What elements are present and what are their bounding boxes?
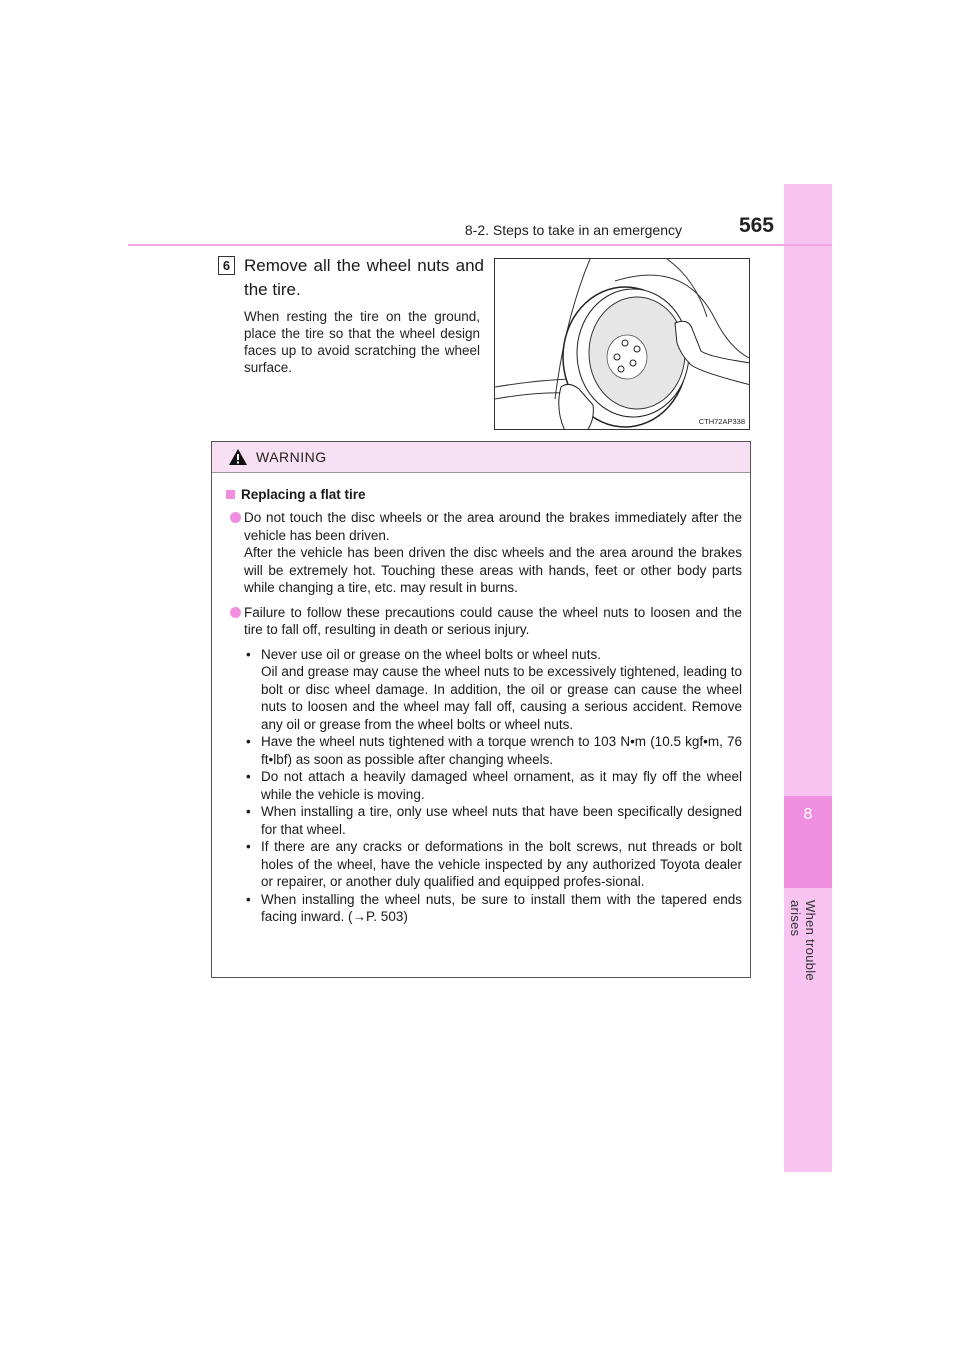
list-item-text: Have the wheel nuts tightened with a torque wrench to 103 N•m (10.5 kgf•m, 76 ft•lbf) as soon as possible after changing wheels. (261, 734, 742, 767)
warning-header (212, 442, 750, 473)
tire-drawing (495, 259, 750, 430)
list-item-text: Oil and grease may cause the wheel nuts to be excessively tightened, leading to bolt or disc wheel damage. In addition, the oil or grease can cause the wheel nuts to loosen and the wheel may fall off, causing a serious accident. Remove any oil or grease from the wheel bolts or wheel nuts. (261, 664, 742, 732)
dot-marker: • (246, 646, 251, 662)
bullet-text: After the vehicle has been driven the disc wheels and the area around the brakes will be extremely hot. Touching these areas with hands, feet or other body parts while changing a tire, etc. may result in burns. (244, 545, 742, 595)
figure-code: CTH72AP338 (698, 417, 745, 426)
step-number: 6 (218, 256, 235, 275)
warning-triangle-icon (228, 448, 248, 466)
page-number: 565 (738, 214, 774, 237)
warning-body (212, 473, 750, 926)
precaution-list (226, 646, 742, 926)
dot-marker: • (246, 769, 251, 784)
dot-marker: • (246, 734, 251, 749)
list-item-text: When installing a tire, only use wheel nuts that have been specifically designed for that wheel. (261, 804, 742, 837)
square-bullet-icon (226, 490, 235, 499)
list-item (244, 891, 742, 926)
circle-bullet-icon (230, 512, 241, 523)
chapter-number: 8 (784, 796, 832, 888)
dot-marker: • (246, 804, 251, 819)
list-item-text: Do not attach a heavily damaged wheel ornament, as it may fly off the wheel while the vehicle is moving. (261, 769, 742, 802)
bullet-text: Failure to follow these precautions could cause the wheel nuts to loosen and the tire to fall off, resulting in death or serious injury. (244, 604, 742, 637)
list-item (244, 803, 742, 838)
list-item-text: When installing the wheel nuts, be sure to install them with the tapered ends facing inward. (→P. 503) (261, 891, 742, 924)
warning-bullet (226, 509, 742, 597)
step-title: Remove all the wheel nuts and the tire. (244, 256, 484, 299)
list-item (244, 733, 742, 768)
list-item (244, 646, 742, 734)
chapter-side-tab (784, 184, 832, 1172)
dot-marker: • (246, 891, 251, 907)
warning-box (211, 441, 751, 978)
dot-marker: • (246, 839, 251, 854)
list-item (244, 838, 742, 891)
section-header-title: 8-2. Steps to take in an emergency (464, 222, 682, 238)
header-divider (128, 244, 832, 246)
warning-bullet (226, 604, 742, 639)
circle-bullet-icon (230, 607, 241, 618)
warning-heading: WARNING (256, 449, 327, 465)
bullet-text: Do not touch the disc wheels or the area around the brakes immediately after the vehicle has been driven. (244, 510, 742, 543)
list-item-text: Never use oil or grease on the wheel bolts or wheel nuts. (261, 646, 601, 662)
step-note: When resting the tire on the ground, place the tire so that the wheel design faces up to avoid scratching the wheel surface. (244, 309, 480, 375)
warning-section-title (226, 487, 742, 502)
tire-removal-illustration (494, 258, 750, 430)
section-title-text: Replacing a flat tire (241, 487, 366, 502)
list-item-text: If there are any cracks or deformations in the bolt screws, nut threads or bolt holes of the wheel, have the vehicle inspected by any authorized Toyota dealer or repairer, or another duly qualified and equipped profes-sional. (261, 839, 742, 889)
chapter-label: When trouble arises (788, 900, 818, 981)
list-item (244, 768, 742, 803)
